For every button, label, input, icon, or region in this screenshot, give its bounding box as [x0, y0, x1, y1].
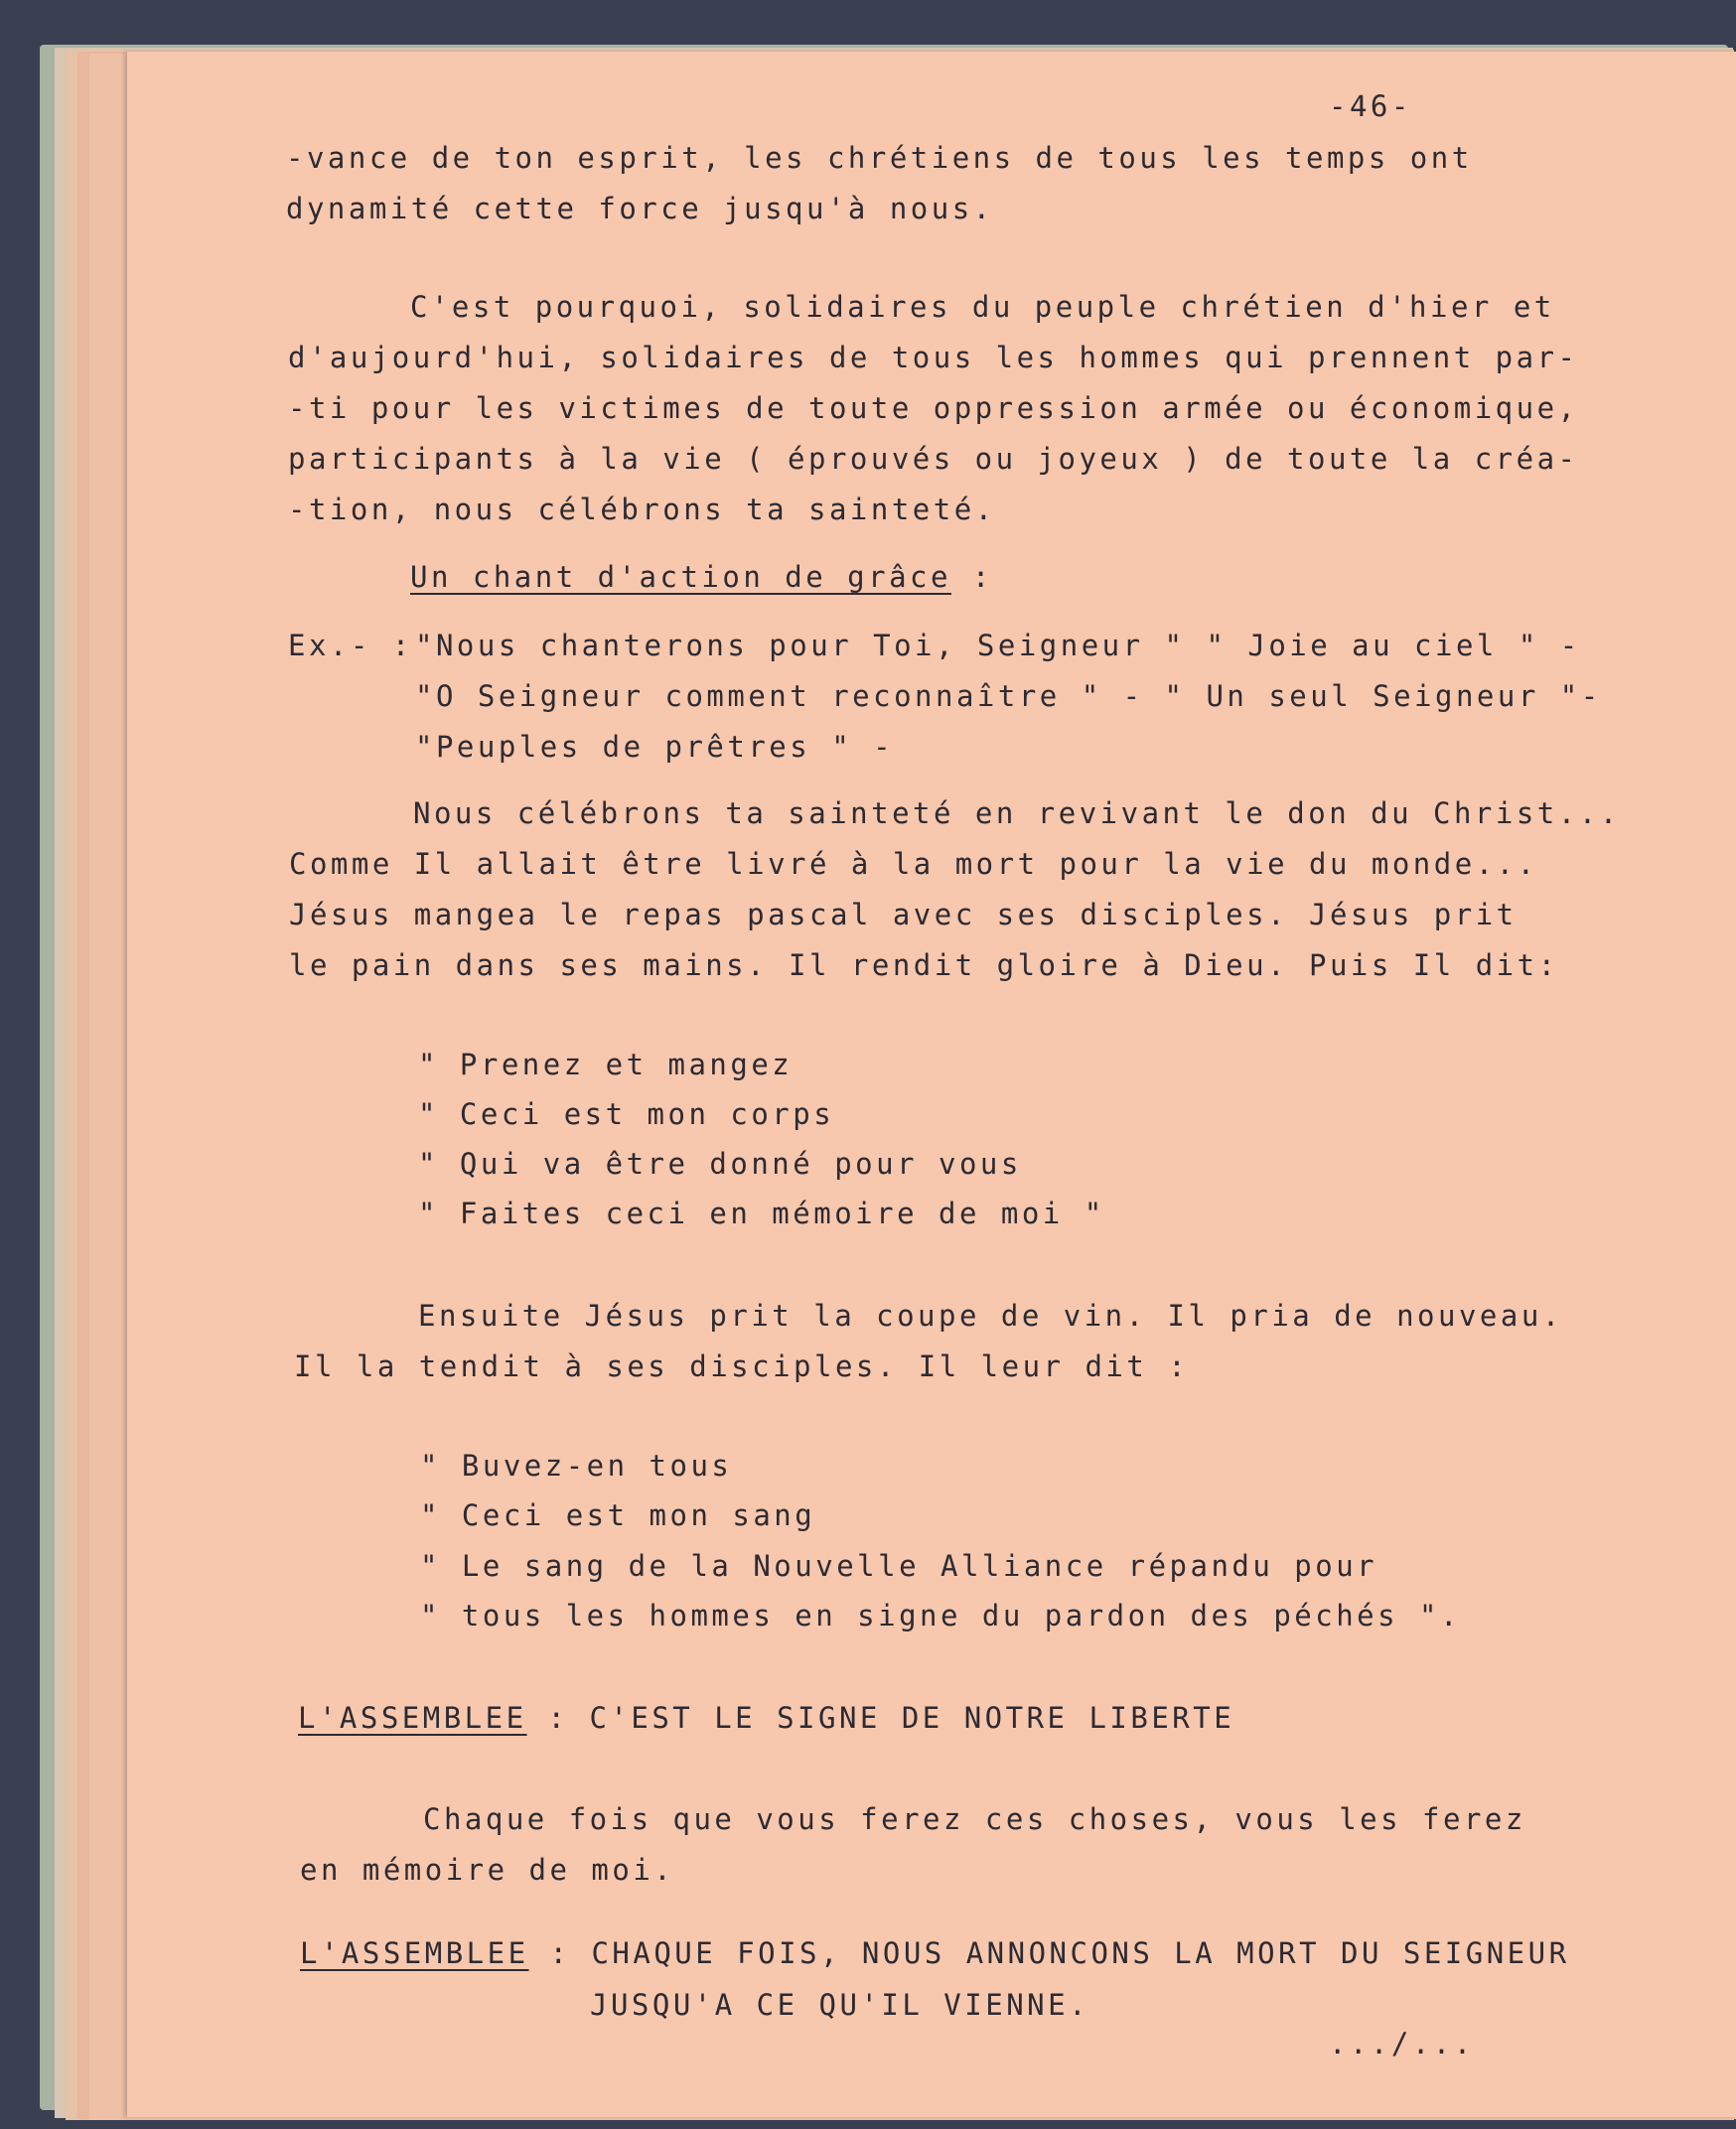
- quote-line: " tous les hommes en signe du pardon des péchés ".: [420, 1599, 1461, 1632]
- assembly-continuation: JUSQU'A CE QU'IL VIENNE.: [590, 1988, 1090, 2022]
- assembly-response: [300, 1936, 1570, 1970]
- page-number: -46-: [1329, 89, 1412, 123]
- text-line: C'est pourquoi, solidaires du peuple chrétien d'hier et: [410, 290, 1555, 324]
- quote-line: " Ceci est mon sang: [420, 1498, 816, 1532]
- document-page: [127, 52, 1736, 2117]
- text-line: en mémoire de moi.: [300, 1853, 675, 1887]
- heading-colon: :: [950, 560, 993, 594]
- quote-line: " Faites ceci en mémoire de moi ": [418, 1197, 1105, 1230]
- quote-line: " Ceci est mon corps: [418, 1097, 835, 1131]
- example-line: "Peuples de prêtres " -: [415, 730, 895, 764]
- quote-line: " Qui va être donné pour vous: [418, 1147, 1022, 1181]
- assembly-text: : CHAQUE FOIS, NOUS ANNONCONS LA MORT DU SEIGNEUR: [528, 1936, 1570, 1970]
- assembly-text: : C'EST LE SIGNE DE NOTRE LIBERTE: [526, 1701, 1235, 1735]
- quote-line: " Buvez-en tous: [420, 1449, 733, 1483]
- assembly-label: L'ASSEMBLEE: [298, 1701, 527, 1735]
- text-line: Jésus mangea le repas pascal avec ses disciples. Jésus prit: [289, 898, 1518, 931]
- example-line: "O Seigneur comment reconnaître " - " Un seul Seigneur "-: [415, 679, 1602, 713]
- text-line: Ensuite Jésus prit la coupe de vin. Il pria de nouveau.: [418, 1299, 1563, 1333]
- example-label: Ex.- :: [288, 629, 413, 662]
- text-line: -tion, nous célébrons ta sainteté.: [288, 493, 996, 526]
- text-line: Il la tendit à ses disciples. Il leur dit :: [294, 1349, 1190, 1383]
- example-line: "Nous chanterons pour Toi, Seigneur " " Joie au ciel " -: [415, 629, 1581, 662]
- assembly-label: L'ASSEMBLEE: [300, 1936, 529, 1970]
- quote-line: " Le sang de la Nouvelle Alliance répandu pour: [420, 1549, 1378, 1583]
- section-heading: [410, 560, 993, 594]
- heading-text: Un chant d'action de grâce: [410, 560, 951, 594]
- text-line: le pain dans ses mains. Il rendit gloire à Dieu. Puis Il dit:: [289, 948, 1559, 982]
- assembly-response: [298, 1701, 1234, 1735]
- continuation-mark: .../...: [1329, 2027, 1475, 2060]
- quote-line: " Prenez et mangez: [418, 1048, 794, 1081]
- text-line: -ti pour les victimes de toute oppression armée ou économique,: [288, 391, 1579, 425]
- text-line: d'aujourd'hui, solidaires de tous les hommes qui prennent par-: [288, 341, 1579, 374]
- text-line: Nous célébrons ta sainteté en revivant le don du Christ...: [413, 796, 1621, 830]
- text-line: dynamité cette force jusqu'à nous.: [286, 192, 994, 225]
- text-line: Comme Il allait être livré à la mort pour la vie du monde...: [289, 847, 1538, 881]
- text-line: Chaque fois que vous ferez ces choses, vous les ferez: [423, 1802, 1526, 1836]
- text-line: -vance de ton esprit, les chrétiens de tous les temps ont: [286, 141, 1473, 175]
- text-line: participants à la vie ( éprouvés ou joyeux ) de toute la créa-: [288, 442, 1579, 476]
